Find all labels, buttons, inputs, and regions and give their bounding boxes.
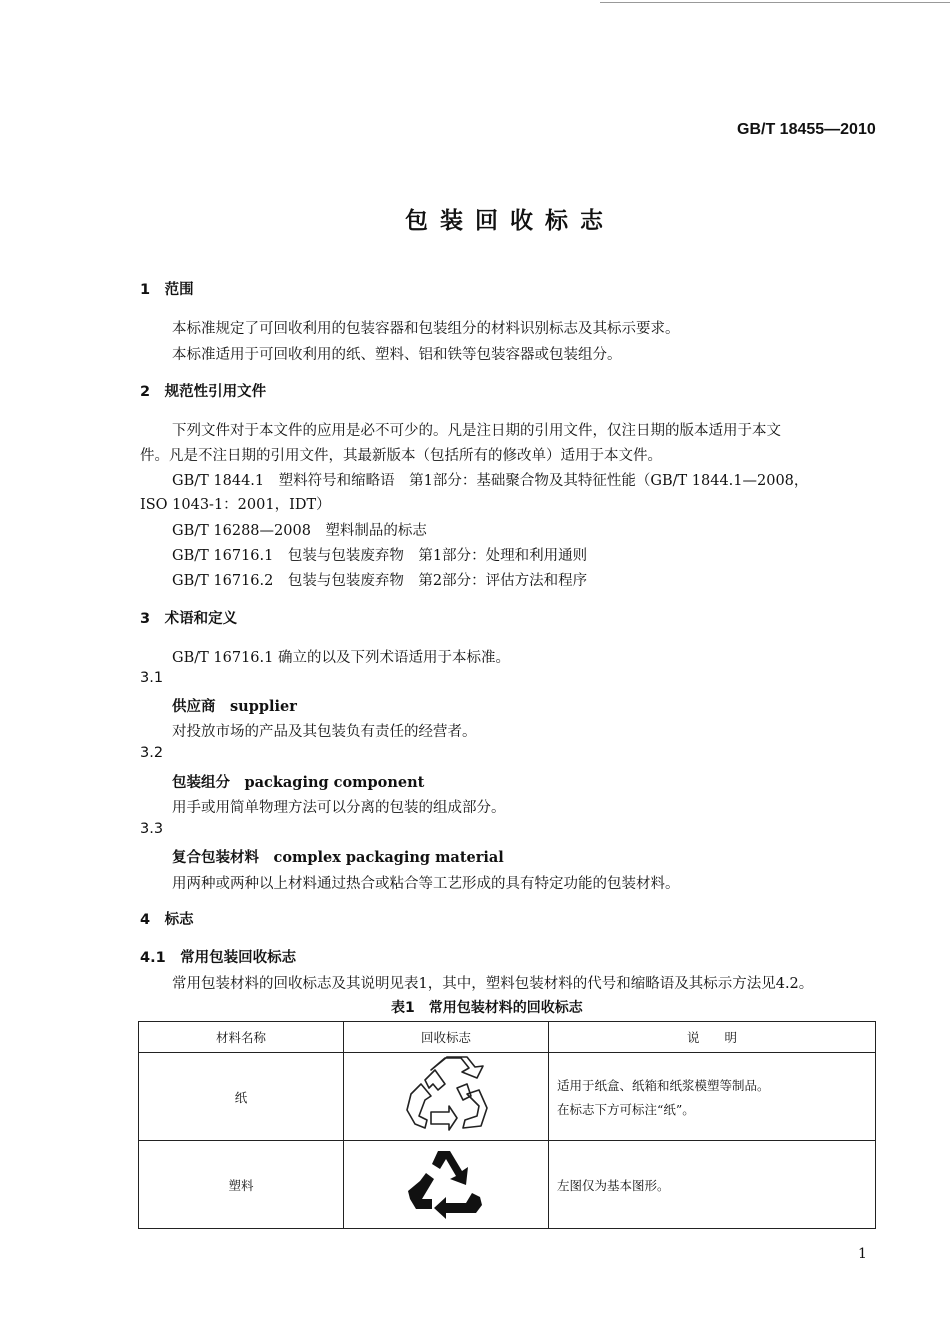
term-number: 3.3 [140,821,164,837]
normative-reference: GB/T 16716.2 包装与包装废弃物 第2部分：评估方法和程序 [172,573,588,589]
page-number: 1 [858,1246,867,1262]
column-header-description: 说 明 [549,1022,876,1053]
symbol-cell [344,1053,549,1141]
top-rule [600,2,950,3]
material-cell: 塑料 [139,1141,344,1229]
recycle-solid-icon [406,1147,486,1219]
section-3-heading: 3 术语和定义 [140,611,238,627]
table-row [139,1053,876,1141]
description-line: 适用于纸盒、纸箱和纸浆模塑等制品。 [557,1077,770,1093]
column-header-material: 材料名称 [139,1022,344,1053]
symbol-cell [344,1141,549,1229]
standard-number: GB/T 18455—2010 [737,121,876,138]
description-line: 左图仅为基本图形。 [557,1177,670,1193]
section-1-paragraph: 本标准规定了可回收利用的包装容器和包装组分的材料识别标志及其标示要求。 [172,321,680,337]
section-4-heading: 4 标志 [140,912,194,928]
description-cell [549,1141,876,1229]
material-cell: 纸 [139,1053,344,1141]
normative-reference: GB/T 16716.1 包装与包装废弃物 第1部分：处理和利用通则 [172,548,588,564]
table-caption: 表1 常用包装材料的回收标志 [391,1000,583,1016]
recycle-outline-icon [401,1054,491,1136]
term-name: 供应商 supplier [172,698,297,715]
section-4-paragraph: 常用包装材料的回收标志及其说明见表1，其中，塑料包装材料的代号和缩略语及其标示方法见4.2。 [172,976,814,992]
term-name: 复合包装材料 complex packaging material [172,849,504,866]
term-definition: 用手或用简单物理方法可以分离的包装的组成部分。 [172,800,506,816]
term-definition: 对投放市场的产品及其包装负有责任的经营者。 [172,724,477,740]
table-row [139,1141,876,1229]
section-1-paragraph: 本标准适用于可回收利用的纸、塑料、铝和铁等包装容器或包装组分。 [172,347,622,363]
term-number: 3.2 [140,745,164,761]
term-definition: 用两种或两种以上材料通过热合或粘合等工艺形成的具有特定功能的包装材料。 [172,876,680,892]
term-name: 包装组分 packaging component [172,774,425,791]
section-2-paragraph: 下列文件对于本文件的应用是必不可少的。凡是注日期的引用文件，仅注日期的版本适用于本文 [172,423,781,439]
term-number: 3.1 [140,670,164,686]
normative-reference: GB/T 16288—2008 塑料制品的标志 [172,523,427,539]
normative-reference: ISO 1043-1：2001，IDT） [140,497,331,513]
document-title: 包装回收标志 [405,208,615,234]
column-header-symbol: 回收标志 [344,1022,549,1053]
description-line: 在标志下方可标注“纸”。 [557,1101,695,1117]
description-cell [549,1053,876,1141]
section-4-1-heading: 4.1 常用包装回收标志 [140,950,297,966]
section-2-paragraph: 件。凡是不注日期的引用文件，其最新版本（包括所有的修改单）适用于本文件。 [140,448,662,464]
section-2-heading: 2 规范性引用文件 [140,384,267,400]
section-3-intro: GB/T 16716.1 确立的以及下列术语适用于本标准。 [172,650,510,666]
normative-reference: GB/T 1844.1 塑料符号和缩略语 第1部分：基础聚合物及其特征性能（GB/T 1844.1—2008， [172,473,809,489]
recycling-mark-table [138,1021,876,1229]
section-1-heading: 1 范围 [140,282,194,298]
table-header-row [139,1022,876,1053]
